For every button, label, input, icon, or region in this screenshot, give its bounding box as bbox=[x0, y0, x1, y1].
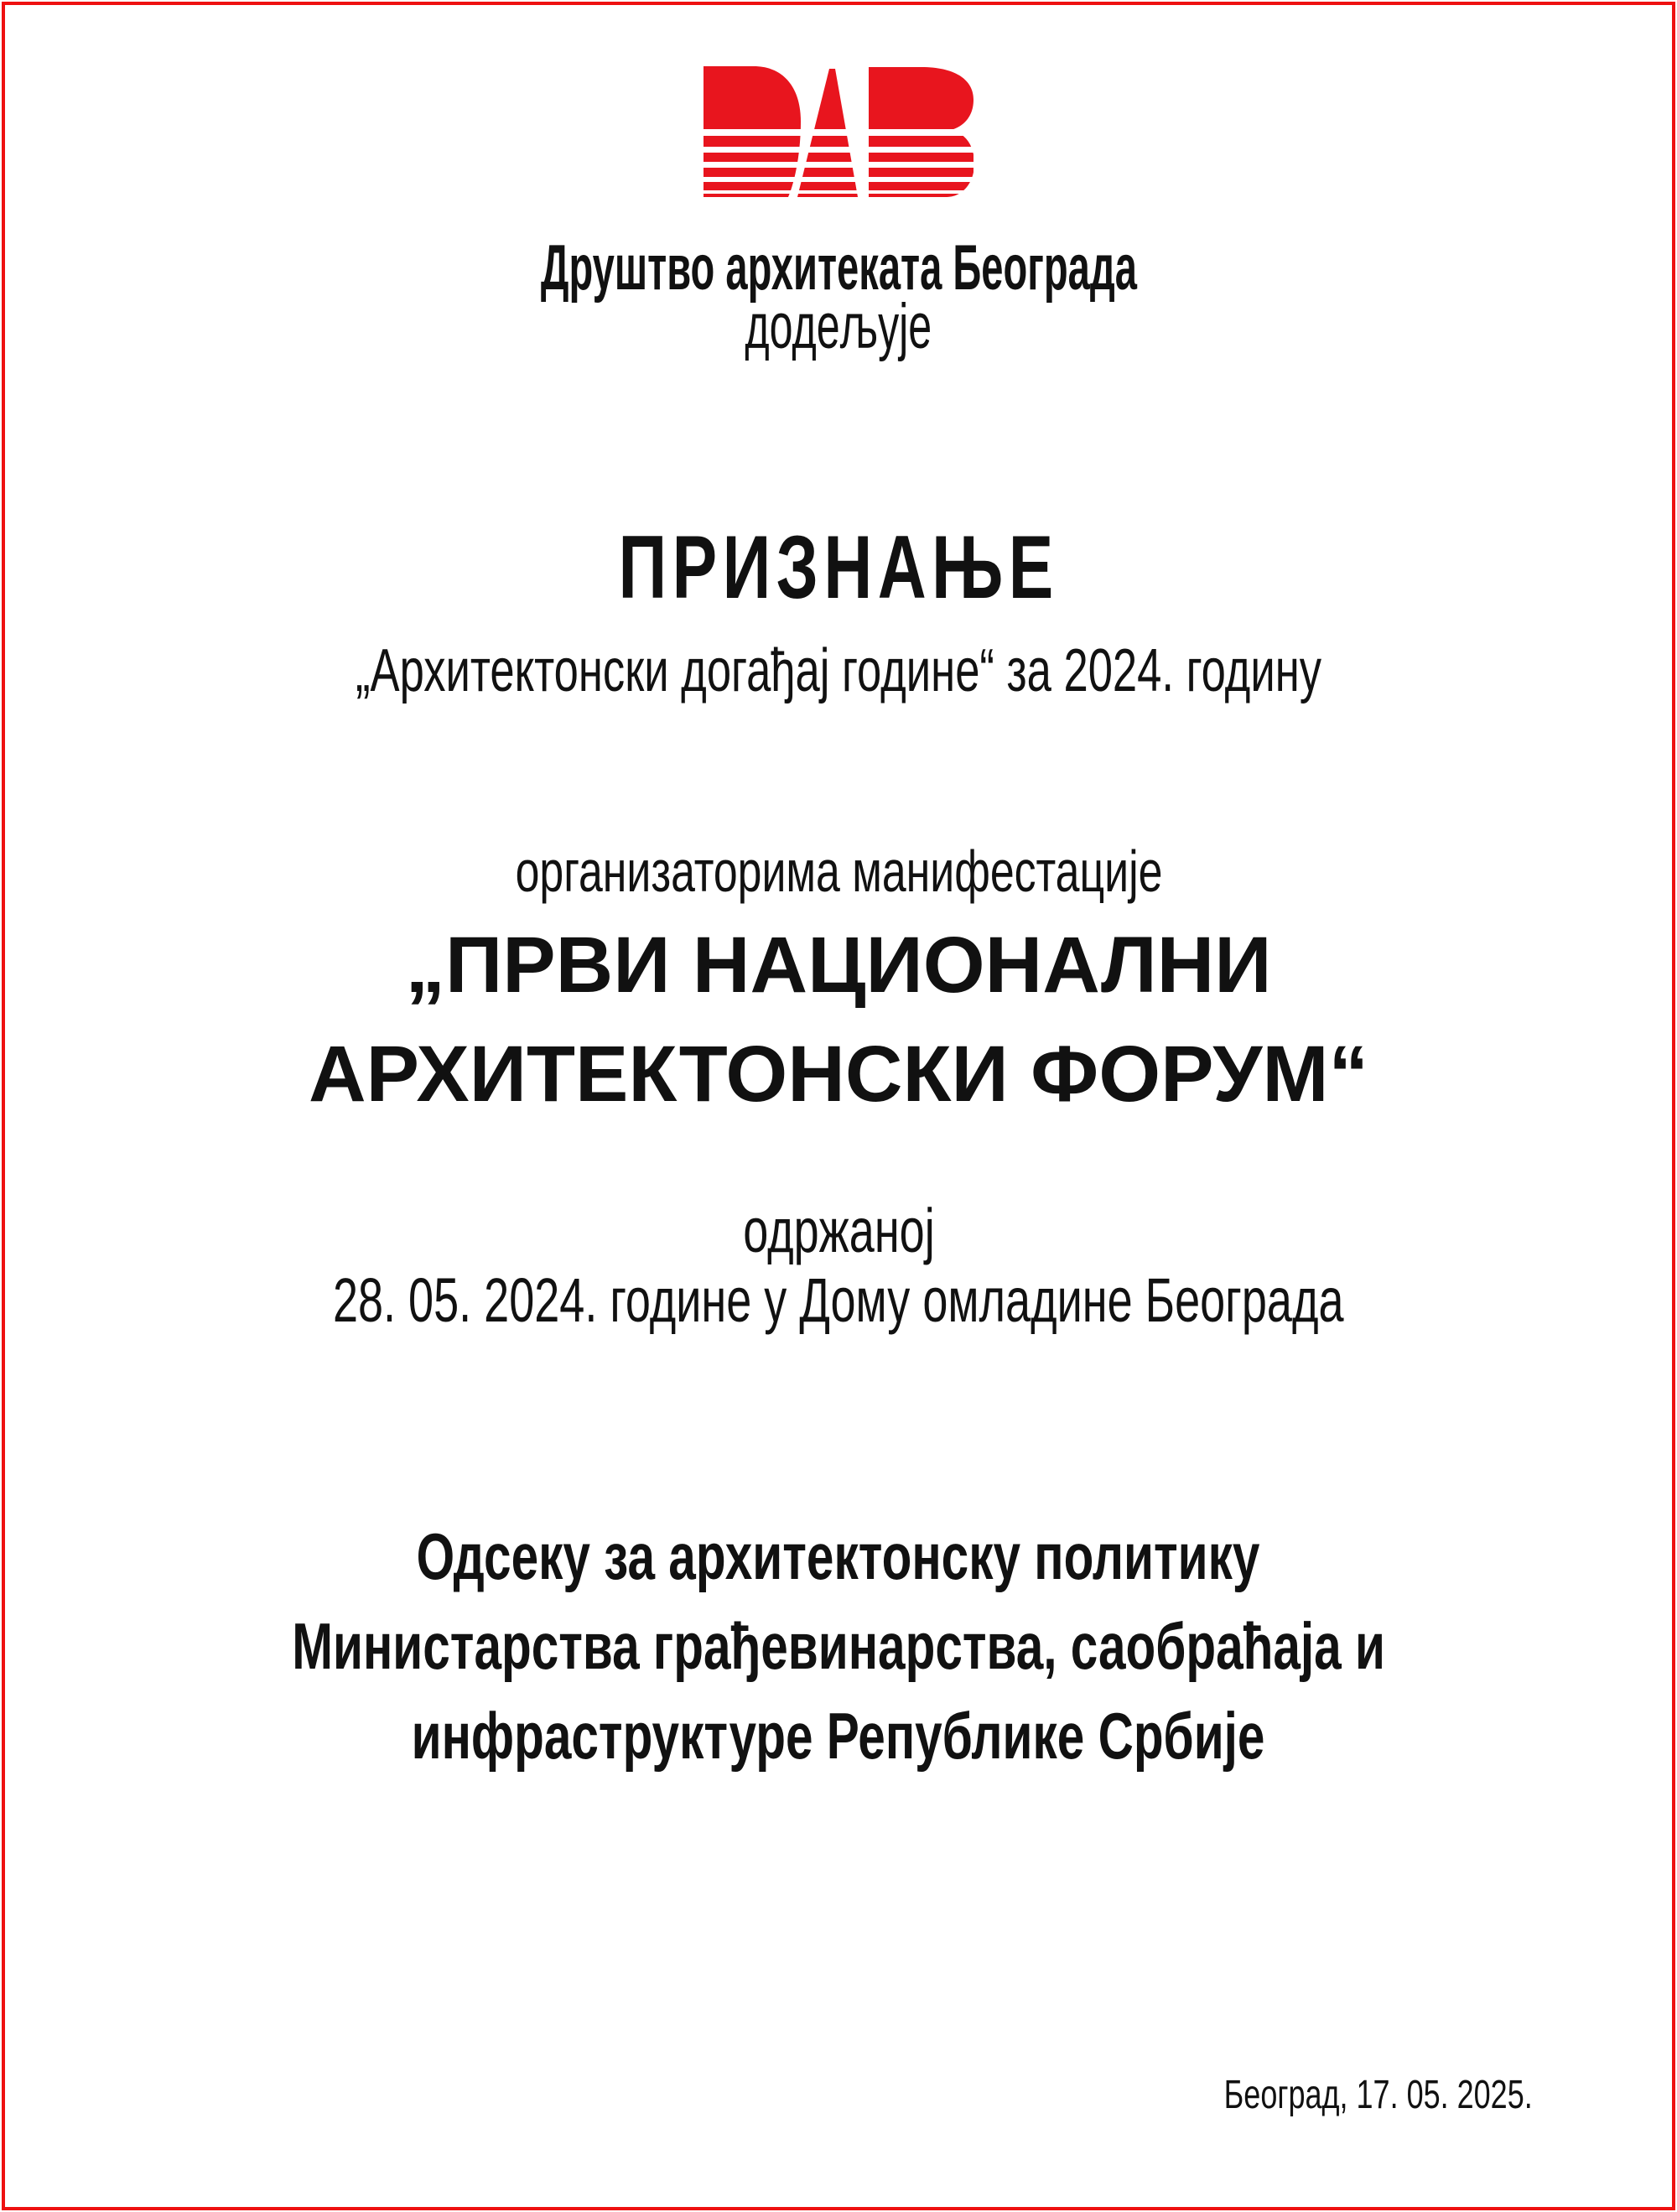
recipient-line: Одсеку за архитектонску политику bbox=[417, 1519, 1260, 1593]
held-info: 28. 05. 2024. године у Дому омладине Београда bbox=[333, 1265, 1344, 1335]
held-label: одржаној bbox=[742, 1196, 935, 1265]
recipient-line: Министарства грађевинарства, саобраћаја и bbox=[292, 1609, 1385, 1683]
place-and-date: Београд, 17. 05. 2025. bbox=[1223, 2073, 1533, 2117]
dab-logo bbox=[704, 66, 973, 197]
award-subtitle: „Архитектонски догађај године“ за 2024. годину bbox=[356, 637, 1321, 704]
award-title: ПРИЗНАЊЕ bbox=[618, 517, 1059, 617]
action-label: додељује bbox=[745, 291, 932, 362]
event-name-line1: „ПРВИ НАЦИОНАЛНИ bbox=[405, 921, 1272, 1010]
event-name-line2: АРХИТЕКТОНСКИ ФОРУМ“ bbox=[309, 1030, 1368, 1119]
dab-logo-icon bbox=[704, 66, 973, 197]
issuer-name: Друштво архитеката Београда bbox=[540, 232, 1137, 304]
awarded-to-intro: организаторима манифестације bbox=[515, 839, 1162, 904]
recipient-line: инфраструктуре Републике Србије bbox=[412, 1699, 1265, 1773]
